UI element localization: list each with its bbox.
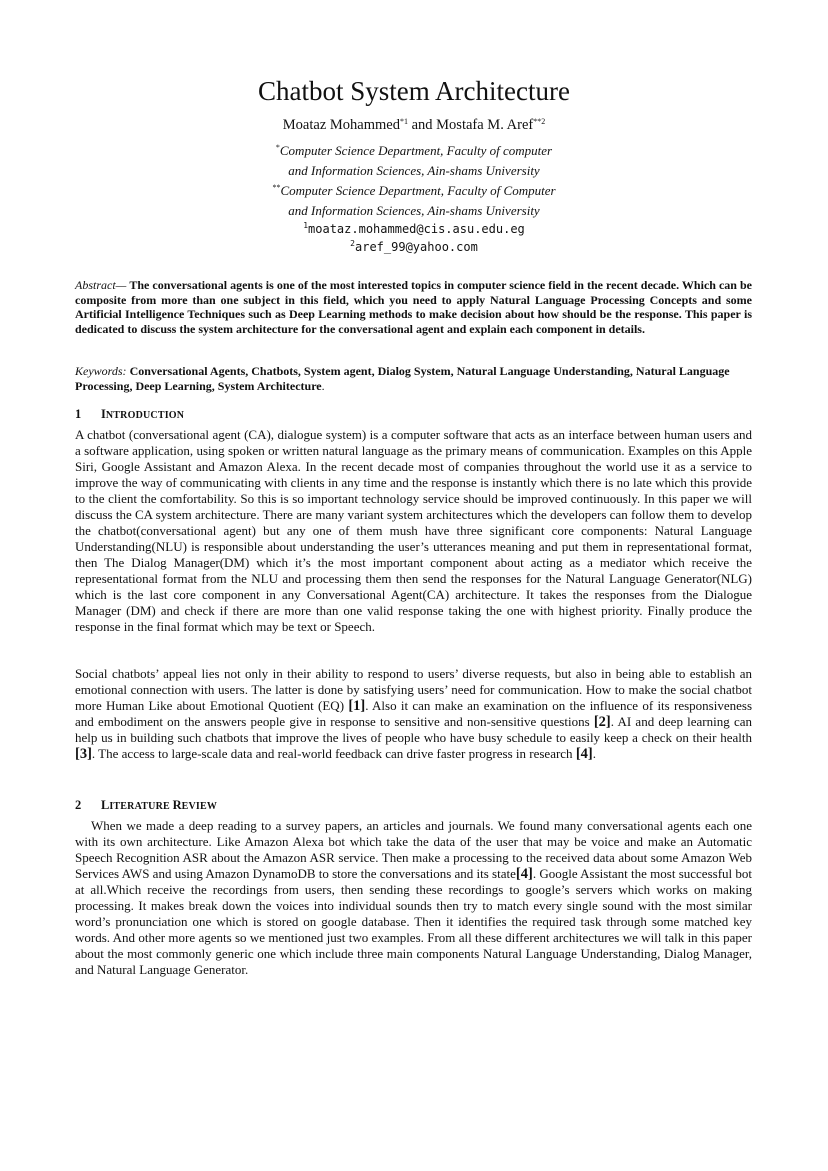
citation-4: [4]: [575, 746, 593, 762]
affiliation-1-mark: *: [275, 143, 280, 152]
affiliation-2-text: Computer Science Department, Faculty of Computer: [280, 183, 556, 198]
affiliation-1-text: Computer Science Department, Faculty of computer: [279, 143, 553, 158]
author-1: Moataz Mohammed: [282, 117, 400, 133]
author-conjunction: and: [407, 117, 437, 133]
section-1-paragraph-1: A chatbot (conversational agent (CA), dialogue system) is a computer software that acts as an interface between human users and a software application, using spoken or written natural language as the primary means of communication. Examples on this Apple Siri, Google Assistant and Amazon Alexa. In the recent decade most of companies throughout the world use it as a service to improve the way of communicating with clients in any time and the response is instantly which there is no late which this provide to the client the comfortability. So this is so important technology service should be improved continuously. In this paper we will discuss the CA system architecture. There are many variant system architectures which the developers can follow them to develop the chatbot(conversational agent) but any one of them mush have three significant core components: Natural Language Understanding(NLU) is responsible about understanding the user’s utterances meaning and put them in representational format, then The Dialog Manager(DM) which it’s the most important component about acting as a mediator which receive the representational format from the NLU and processing them then send the responses for the Natural Language Generator(NLG) which is the last core component in any Conversational Agent(CA) architecture. It takes the responses from the Dialogue Manager (DM) and check if there are more than one valid response taking the one with highest priority. Finally produce the response in the final format which may be text or Speech.: [75, 427, 752, 634]
citation-2: [2]: [593, 714, 611, 730]
section-2-p1-text-b: . Google Assistant the most successful bot at all.Which receive the recordings from users, then sending these recordings to google’s servers which works on making processing. It makes break down the voices into individual sounds then try to match every single sound with the most similar word’s pronunciation one which is stored on google database. Then it identifies the required task through some matched key words. And other more agents so we mentioned just two examples. From all these different architectures we will talk in this paper about the most commonly generic one which include three main components Natural Language Understanding, Dialog Manager, and Natural Language Generator.: [75, 866, 752, 977]
keywords-end: .: [321, 379, 325, 393]
affiliation-2-line-2: and Information Sciences, Ain-shams University: [288, 203, 540, 218]
section-1-heading: [75, 406, 184, 424]
abstract-dash: —: [115, 278, 130, 292]
email-2: [0, 238, 828, 256]
section-2-title-rest-2: EVIEW: [181, 801, 218, 812]
affiliation-1-line-1: [0, 141, 828, 161]
author-1-mark: *1: [399, 117, 408, 126]
section-1-p2-text-b: . Also it can make an examination on the influence of its responsiveness and embodiment on the answers people give in response to sensitive and non-sensitive questions: [75, 698, 752, 729]
section-2-paragraph-1: [75, 818, 752, 978]
email-2-address: aref_99@yahoo.com: [355, 240, 478, 254]
citation-1: [1]: [348, 698, 366, 714]
section-1-p2-text-a: Social chatbots’ appeal lies not only in their ability to respond to users’ diverse requests, but also in being able to establish an emotional connection with users. The latter is done by satisfying users’ need for communication. How to make the social chatbot more Human Like about Emotional Quotient (EQ): [75, 666, 752, 713]
author-2-mark: **2: [533, 117, 546, 126]
email-1-mark: 1: [303, 221, 309, 230]
abstract-label: Abstract: [75, 278, 116, 292]
email-1: [0, 220, 828, 238]
citation-3: [3]: [75, 746, 92, 762]
section-2-title-initial-1: L: [101, 798, 110, 812]
section-1-number: 1: [75, 407, 82, 421]
section-2-number: 2: [75, 798, 82, 812]
author-line: [0, 115, 828, 135]
affiliation-2-line-1: [0, 181, 828, 201]
email-2-mark: 2: [350, 239, 355, 248]
citation-4-repeat: [4]: [515, 866, 533, 882]
keywords-label: Keywords:: [75, 364, 127, 378]
section-1-title-rest: NTRODUCTION: [105, 410, 185, 421]
abstract-text: The conversational agents is one of the most interested topics in computer science field in the recent decade. Which can be composite from more than one subject in this field, which you need to apply Natural Language Processing Concepts and some Artificial Intelligence Techniques such as Deep Learning methods to make decision about how should be the response. This paper is dedicated to discuss the system architecture for the conversational agent and explain each component in details.: [75, 278, 752, 336]
affiliation-2-mark: **: [272, 183, 281, 192]
affiliation-1-line-2: and Information Sciences, Ain-shams University: [288, 163, 540, 178]
paper-title: Chatbot System Architecture: [258, 76, 570, 106]
section-1-paragraph-2: [75, 666, 752, 762]
section-2-title-initial-2: R: [172, 798, 182, 812]
section-1-p2-text-c: . AI and deep learning can help us in building such chatbots that improve the lives of people who have busy schedule to easily keep a check on their health: [75, 714, 752, 745]
section-2-heading: [75, 797, 217, 815]
email-1-address: moataz.mohammed@cis.asu.edu.eg: [308, 222, 525, 236]
section-2-p1-text-a: When we made a deep reading to a survey papers, an articles and journals. We found many conversational agents each one with its own architecture. Like Amazon Alexa bot which take the data of the user that may be voice and make an Automatic Speech Recognition ASR about the Amazon ASR service. Then make a processing to the received data about some Amazon Web Services AWS and using Amazon DynamoDB to store the conversations and its state: [75, 818, 752, 881]
section-2-title-rest-1: ITERATURE: [109, 801, 173, 812]
keywords-text: Conversational Agents, Chatbots, System agent, Dialog System, Natural Language Understanding, Natural Language Processing, Deep Learning, System Architecture: [75, 364, 730, 393]
author-2: Mostafa M. Aref: [436, 117, 534, 133]
abstract: [75, 278, 752, 336]
keywords: [75, 364, 752, 394]
section-1-p2-text-e: .: [592, 746, 596, 761]
section-1-title-initial: I: [101, 407, 106, 421]
section-1-p2-text-d: . The access to large-scale data and real-world feedback can drive faster progress in research: [91, 746, 576, 761]
